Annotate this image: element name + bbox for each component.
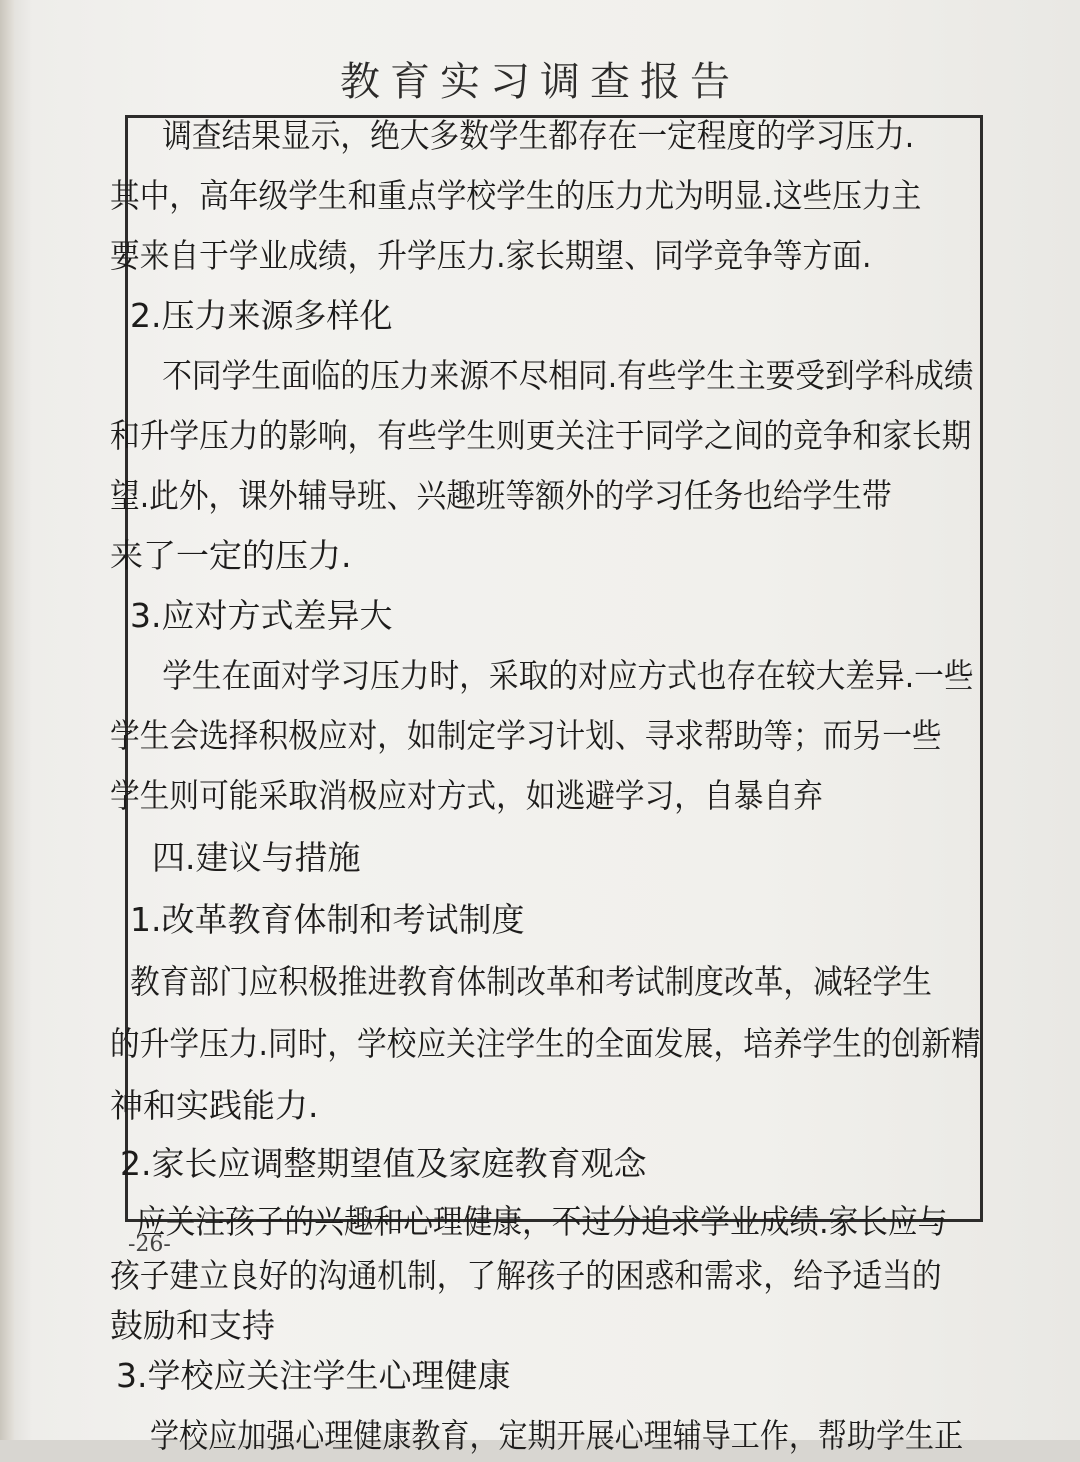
- body-line: 学校应加强心理健康教育，定期开展心理辅导工作，帮助学生正: [150, 1416, 964, 1455]
- body-line: 望.此外，课外辅导班、兴趣班等额外的学习任务也给学生带: [110, 476, 892, 515]
- body-line: 和升学压力的影响，有些学生则更关注于同学之间的竞争和家长期: [110, 416, 972, 455]
- body-line: 学生在面对学习压力时，采取的对应方式也存在较大差异.一些: [162, 656, 974, 695]
- body-line: 来了一定的压力.: [110, 536, 352, 575]
- section-heading: 3.应对方式差异大: [130, 596, 393, 635]
- body-line: 其中，高年级学生和重点学校学生的压力尤为明显.这些压力主: [110, 176, 922, 215]
- section-heading: 2.家长应调整期望值及家庭教育观念: [120, 1144, 647, 1183]
- body-line: 调查结果显示，绝大多数学生都存在一定程度的学习压力.: [162, 116, 915, 155]
- section-heading: 2.压力来源多样化: [130, 296, 393, 335]
- binding-edge: [0, 0, 14, 1440]
- body-line: 鼓励和支持: [110, 1306, 275, 1345]
- body-line: 孩子建立良好的沟通机制，了解孩子的困惑和需求，给予适当的: [110, 1256, 942, 1295]
- page-number: -26-: [128, 1232, 171, 1257]
- body-line: 要来自于学业成绩，升学压力.家长期望、同学竞争等方面.: [110, 236, 872, 275]
- body-line: 教育部门应积极推进教育体制改革和考试制度改革，减轻学生: [130, 962, 932, 1001]
- section-heading: 1.改革教育体制和考试制度: [130, 900, 525, 939]
- body-line: 不同学生面临的压力来源不尽相同.有些学生主要受到学科成绩: [162, 356, 974, 395]
- body-line: 的升学压力.同时，学校应关注学生的全面发展，培养学生的创新精: [110, 1024, 981, 1063]
- section-heading: 3.学校应关注学生心理健康: [116, 1356, 511, 1395]
- body-line: 神和实践能力.: [110, 1086, 319, 1125]
- body-line: 学生会选择积极应对，如制定学习计划、寻求帮助等；而另一些: [110, 716, 942, 755]
- section-heading: 四.建议与措施: [152, 838, 361, 877]
- page-title: 教育实习调查报告: [340, 59, 740, 105]
- body-line: 学生则可能采取消极应对方式，如逃避学习，自暴自弃: [110, 776, 823, 815]
- body-line: 应关注孩子的兴趣和心理健康，不过分追求学业成绩.家长应与: [136, 1202, 948, 1241]
